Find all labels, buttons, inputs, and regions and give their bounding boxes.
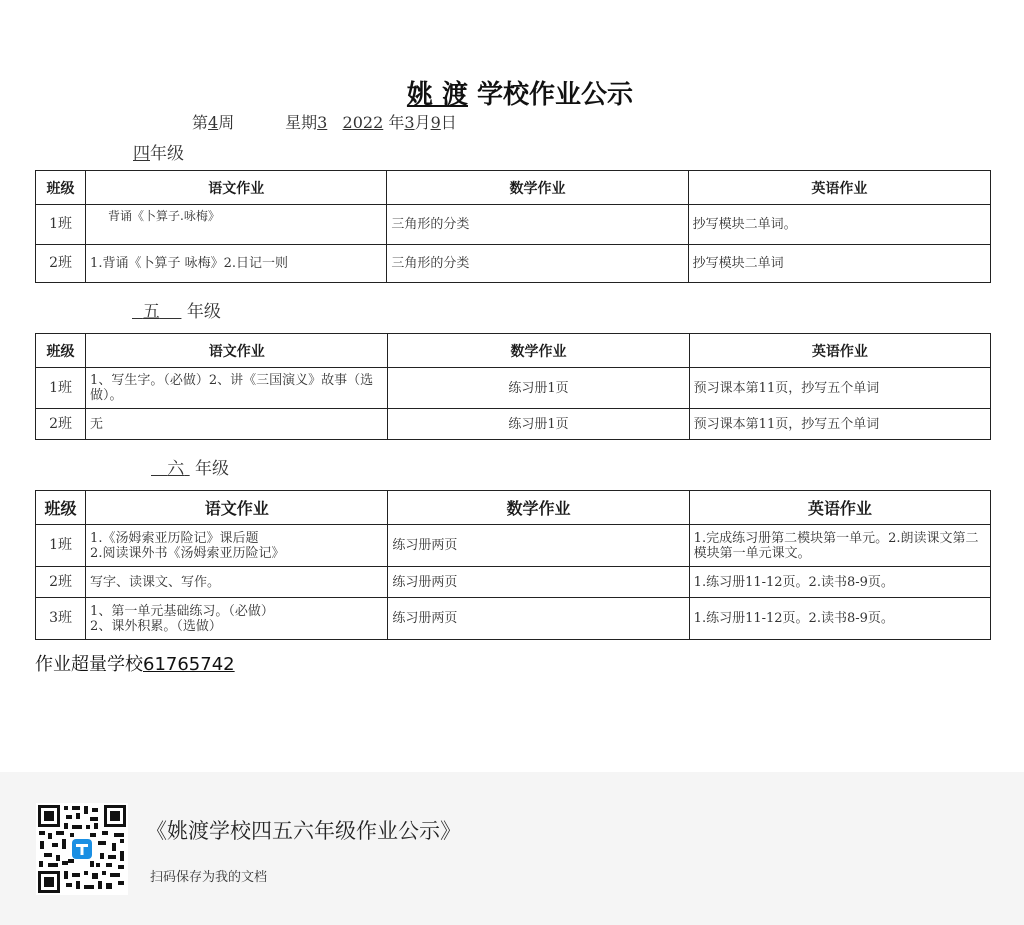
math-cell: 练习册1页 [388, 368, 689, 409]
chinese-cell: 1.背诵《卜算子 咏梅》2.日记一则 [86, 245, 387, 283]
grade4-name: 四 [133, 144, 150, 164]
english-cell: 1.练习册11-12页。2.读书8-9页。 [689, 567, 990, 598]
chinese-line: 1.《汤姆索亚历险记》课后题 [90, 530, 259, 546]
table-row [36, 205, 991, 245]
year-suffix: 年 [388, 113, 405, 132]
col-class: 班级 [36, 491, 86, 525]
grade5-table [35, 333, 991, 440]
grade4-table [35, 170, 991, 283]
english-cell: 1.练习册11-12页。2.读书8-9页。 [689, 598, 990, 640]
col-english: 英语作业 [689, 491, 990, 525]
year-value: 2022 [342, 113, 384, 132]
col-english: 英语作业 [688, 171, 990, 205]
grade6-table [35, 490, 991, 640]
overload-phone: 61765742 [143, 654, 235, 675]
table-row [36, 598, 991, 640]
overload-contact [35, 650, 235, 676]
grade5-name [132, 302, 181, 322]
chinese-cell [86, 598, 388, 640]
col-math: 数学作业 [387, 171, 688, 205]
school-name: 姚 渡 [406, 80, 468, 110]
month-suffix: 月 [414, 113, 431, 132]
table-header-row [36, 171, 991, 205]
class-cell: 2班 [36, 245, 86, 283]
english-cell: 预习课本第11页，抄写五个单词 [689, 368, 990, 409]
grade6-name [151, 459, 190, 479]
grade4-heading [133, 139, 184, 164]
chinese-cell: 写字、读课文、写作。 [86, 567, 388, 598]
grade6-heading [151, 454, 229, 479]
math-cell: 三角形的分类 [387, 245, 688, 283]
english-cell: 抄写模块二单词。 [688, 205, 990, 245]
class-cell: 1班 [36, 525, 86, 567]
grade5-suffix: 年级 [186, 302, 221, 322]
table-row [36, 525, 991, 567]
weekday-value: 3 [317, 113, 328, 132]
scan-to-save-text: 扫码保存为我的文档 [150, 870, 268, 885]
english-cell: 1.完成练习册第二模块第一单元。2.朗读课文第二模块第一单元课文。 [689, 525, 990, 567]
overload-label: 作业超量学校 [35, 654, 143, 675]
table-row [36, 245, 991, 283]
chinese-cell: 背诵《卜算子.咏梅》 [86, 205, 387, 245]
english-cell: 抄写模块二单词 [688, 245, 990, 283]
table-row [36, 368, 991, 409]
math-cell: 三角形的分类 [387, 205, 688, 245]
chinese-line: 1、第一单元基础练习。（必做） [90, 603, 274, 619]
chinese-line: 2、课外积累。（选做） [90, 618, 222, 634]
math-cell: 练习册1页 [388, 409, 689, 440]
class-cell: 1班 [36, 205, 86, 245]
week-value: 4 [208, 113, 219, 132]
weekday-prefix: 星期 [285, 113, 318, 132]
chinese-cell [86, 525, 388, 567]
class-cell: 1班 [36, 368, 86, 409]
col-math: 数学作业 [388, 491, 689, 525]
col-class: 班级 [36, 171, 86, 205]
table-row [36, 567, 991, 598]
math-cell: 练习册两页 [388, 598, 689, 640]
qr-code-icon[interactable] [36, 803, 128, 895]
month-value: 3 [404, 113, 415, 132]
table-header-row [36, 491, 991, 525]
week-suffix: 周 [218, 113, 235, 132]
english-cell: 预习课本第11页，抄写五个单词 [689, 409, 990, 440]
class-cell: 2班 [36, 409, 86, 440]
chinese-cell: 无 [86, 409, 388, 440]
title-rest: 学校作业公示 [477, 80, 634, 110]
col-class: 班级 [36, 334, 86, 368]
chinese-cell: 1、写生字。（必做）2、讲《三国演义》故事（选做）。 [86, 368, 388, 409]
date-line [192, 110, 457, 133]
col-chinese: 语文作业 [86, 171, 387, 205]
grade4-suffix: 年级 [150, 144, 184, 164]
save-banner [0, 772, 1024, 925]
day-value: 9 [430, 113, 441, 132]
qr-code-graphic [36, 803, 128, 895]
grade5-name-text: 五 [142, 302, 160, 322]
table-row [36, 409, 991, 440]
grade6-suffix: 年级 [195, 459, 230, 479]
class-cell: 2班 [36, 567, 86, 598]
week-prefix: 第 [192, 113, 209, 132]
col-english: 英语作业 [689, 334, 990, 368]
col-chinese: 语文作业 [86, 334, 388, 368]
document-title[interactable]: 《姚渡学校四五六年级作业公示》 [146, 819, 461, 843]
class-cell: 3班 [36, 598, 86, 640]
grade6-name-text: 六 [167, 459, 185, 479]
table-header-row [36, 334, 991, 368]
grade5-heading [132, 297, 221, 322]
day-suffix: 日 [440, 113, 457, 132]
chinese-line: 2.阅读课外书《汤姆索亚历险记》 [90, 545, 285, 561]
col-chinese: 语文作业 [86, 491, 388, 525]
col-math: 数学作业 [388, 334, 689, 368]
page-title [0, 74, 1024, 111]
math-cell: 练习册两页 [388, 567, 689, 598]
math-cell: 练习册两页 [388, 525, 689, 567]
